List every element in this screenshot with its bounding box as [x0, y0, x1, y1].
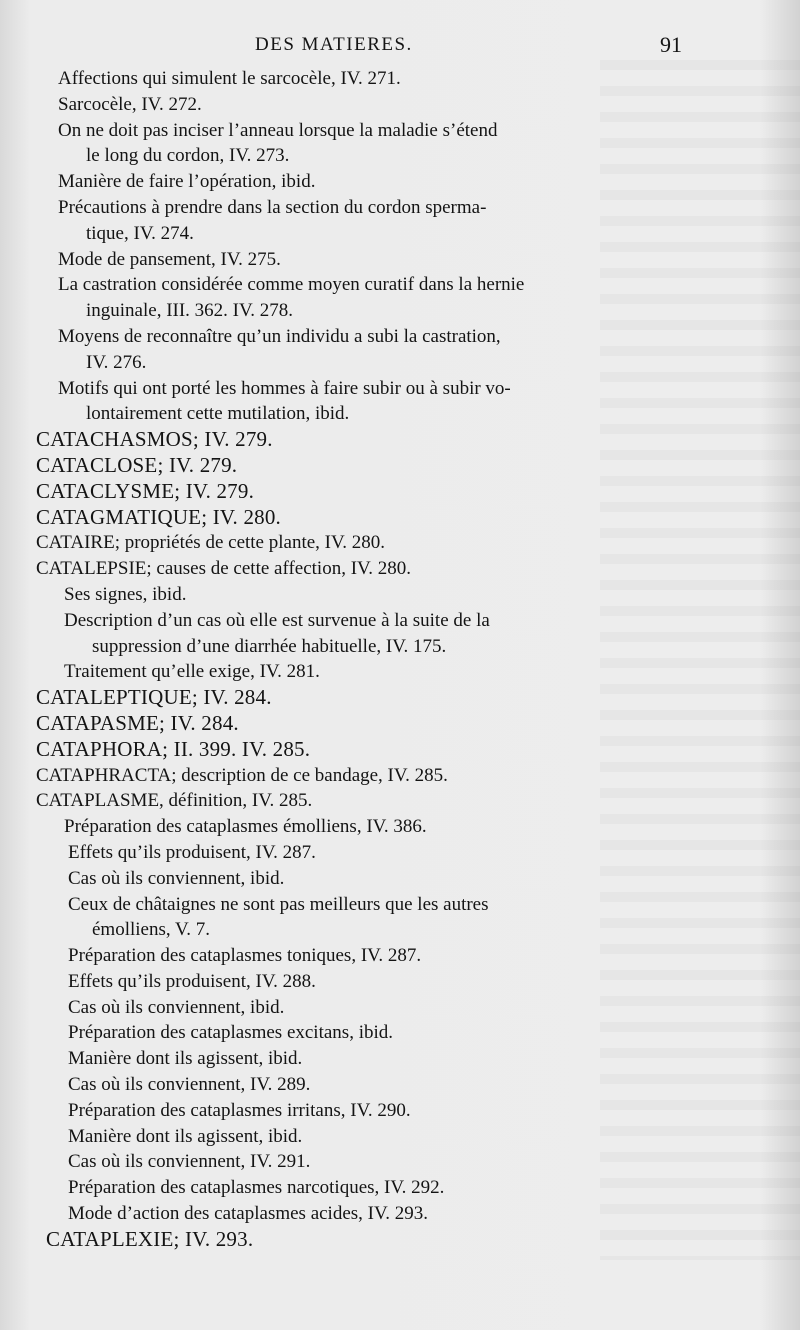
index-headword: CATALEPSIE; causes de cette affection, IV. 280. — [36, 558, 412, 580]
page-number: 91 — [660, 32, 682, 57]
index-entry: Sarcocèle, IV. 272. — [58, 93, 202, 115]
index-entry-continuation: IV. 276. — [86, 351, 147, 373]
index-entries — [0, 66, 800, 1253]
index-entry: Préparation des cataplasmes irritans, IV. 290. — [68, 1099, 411, 1121]
index-entry: Manière dont ils agissent, ibid. — [68, 1048, 303, 1070]
index-headword: CATAPLEXIE; IV. 293. — [46, 1226, 254, 1251]
index-entry: Préparation des cataplasmes excitans, ibid. — [68, 1022, 394, 1044]
index-headword: CATAPASME; IV. 284. — [36, 710, 239, 735]
index-entry: Préparation des cataplasmes narcotiques, IV. 292. — [68, 1177, 445, 1199]
index-entry: Cas où ils conviennent, IV. 289. — [68, 1074, 311, 1096]
index-entry: Cas où ils conviennent, ibid. — [68, 996, 285, 1018]
index-headword: CATACLYSME; IV. 279. — [36, 478, 255, 503]
index-entry: Affections qui simulent le sarcocèle, IV. 271. — [58, 68, 401, 89]
index-entry: Manière dont ils agissent, ibid. — [68, 1125, 303, 1147]
index-headword: CATAPLASME, définition, IV. 285. — [36, 790, 313, 812]
index-entry-continuation: lontairement cette mutilation, ibid. — [86, 403, 350, 425]
index-entry: Effets qu’ils produisent, IV. 287. — [68, 841, 316, 863]
index-entry: Ses signes, ibid. — [64, 583, 187, 605]
index-entry: La castration considérée comme moyen curatif dans la hernie — [58, 274, 525, 296]
index-entry: Précautions à prendre dans la section du cordon sperma- — [58, 196, 487, 218]
index-entry: Préparation des cataplasmes émolliens, IV. 386. — [64, 816, 427, 838]
index-entry: Manière de faire l’opération, ibid. — [58, 171, 316, 193]
index-headword: CATALEPTIQUE; IV. 284. — [36, 685, 272, 710]
running-title: DES MATIERES. — [255, 34, 413, 55]
index-entry: Description d’un cas où elle est survenue à la suite de la — [64, 609, 490, 631]
index-entry: Motifs qui ont porté les hommes à faire subir ou à subir vo- — [58, 377, 511, 399]
index-entry: Préparation des cataplasmes toniques, IV. 287. — [68, 945, 422, 967]
index-entry: On ne doit pas inciser l’anneau lorsque la maladie s’étend — [58, 119, 498, 141]
index-entry-continuation: émolliens, V. 7. — [92, 919, 211, 941]
index-entry: Mode de pansement, IV. 275. — [58, 248, 281, 270]
index-entry-continuation: le long du cordon, IV. 273. — [86, 145, 290, 167]
index-entry: Mode d’action des cataplasmes acides, IV. 293. — [68, 1203, 429, 1225]
index-entry: Moyens de reconnaître qu’un individu a subi la castration, — [58, 325, 501, 347]
index-entry-continuation: tique, IV. 274. — [86, 222, 194, 244]
index-entry: Ceux de châtaignes ne sont pas meilleurs que les autres — [68, 893, 489, 915]
index-headword: CATAPHORA; II. 399. IV. 285. — [36, 736, 311, 761]
index-entry-continuation: suppression d’une diarrhée habituelle, IV. 175. — [92, 635, 447, 657]
index-entry-continuation: inguinale, III. 362. IV. 278. — [86, 300, 294, 322]
index-entry: Traitement qu’elle exige, IV. 281. — [64, 661, 320, 683]
index-entry: Effets qu’ils produisent, IV. 288. — [68, 970, 316, 992]
index-entry: Cas où ils conviennent, IV. 291. — [68, 1151, 311, 1173]
index-entry: Cas où ils conviennent, ibid. — [68, 867, 285, 889]
index-headword: CATAPHRACTA; description de ce bandage, IV. 285. — [36, 764, 448, 786]
index-headword: CATACLOSE; IV. 279. — [36, 452, 238, 477]
index-headword: CATAGMATIQUE; IV. 280. — [36, 504, 281, 529]
index-headword: CATAIRE; propriétés de cette plante, IV. 280. — [36, 532, 386, 554]
index-headword: CATACHASMOS; IV. 279. — [36, 427, 273, 452]
